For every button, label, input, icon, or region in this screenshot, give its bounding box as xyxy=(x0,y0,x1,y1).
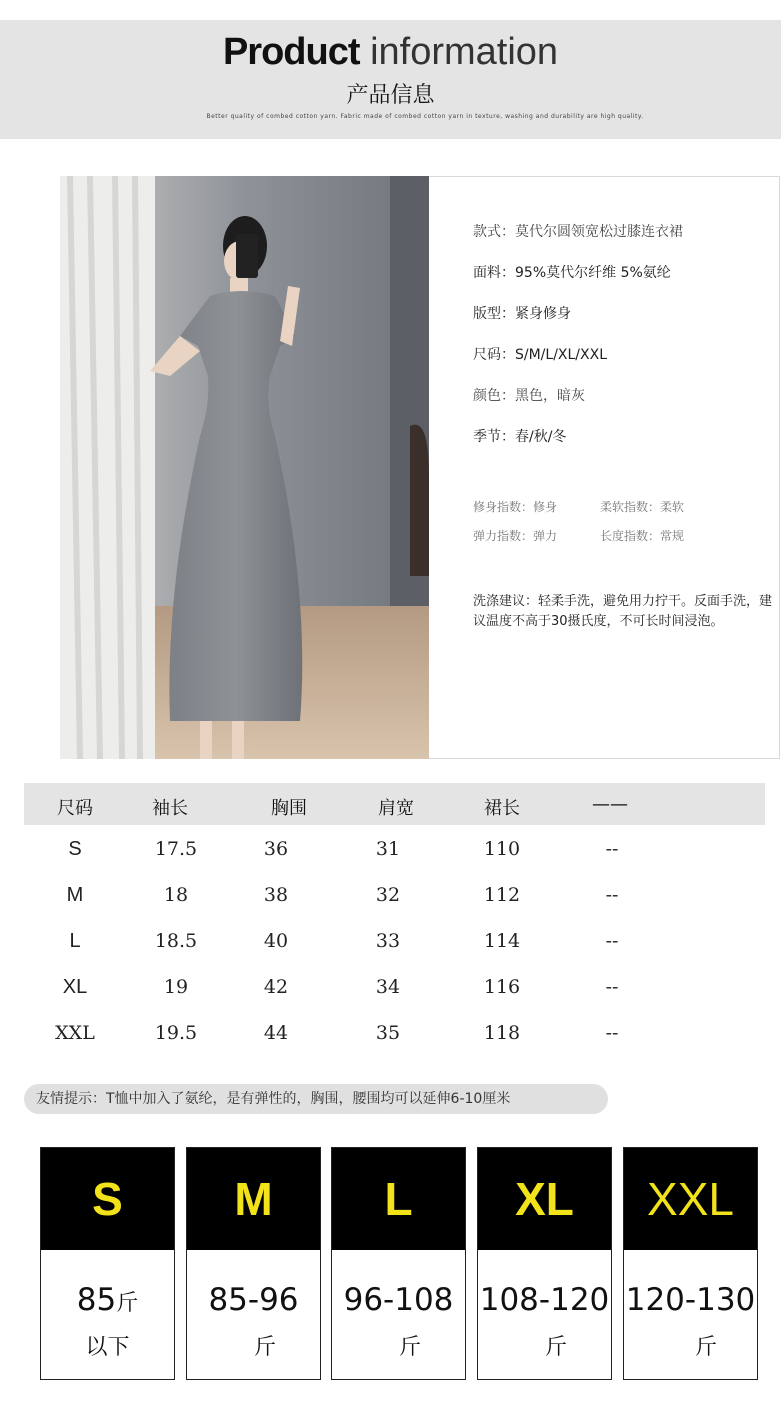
weight-card-size: L xyxy=(332,1148,465,1250)
cell-size: L xyxy=(69,930,81,952)
col-header-blank: —— xyxy=(592,794,628,815)
weight-card-unit: 以下 xyxy=(85,1335,130,1360)
weight-card-size: M xyxy=(187,1148,320,1250)
weight-range-value: 85-96 xyxy=(208,1282,299,1318)
cell-bust: 44 xyxy=(263,1022,289,1044)
weight-card-xxl xyxy=(623,1147,758,1380)
cell-shoulder: 35 xyxy=(375,1022,401,1044)
attr-fabric: 面料：95%莫代尔纤维 5%氨纶 xyxy=(473,265,671,281)
weight-card-xl xyxy=(477,1147,612,1380)
weight-range-value: 96-108 xyxy=(343,1282,454,1318)
cell-shoulder: 31 xyxy=(375,838,401,860)
cell-sleeve: 19.5 xyxy=(154,1022,198,1044)
cell-size: M xyxy=(66,884,84,906)
col-header-shoulder: 肩宽 xyxy=(378,798,414,819)
attr-colors: 颜色：黑色，暗灰 xyxy=(473,388,585,404)
weight-card-size: XXL xyxy=(624,1148,757,1250)
cell-bust: 38 xyxy=(263,884,289,906)
weight-card-unit: 斤 xyxy=(398,1335,421,1360)
cell-sleeve: 17.5 xyxy=(154,838,198,860)
index-soft: 柔软指数：柔软 xyxy=(600,500,685,514)
cell-bust: 36 xyxy=(263,838,289,860)
cell-length: 110 xyxy=(483,838,521,860)
index-row xyxy=(473,498,773,527)
product-photo xyxy=(60,176,429,759)
cell-sleeve: 18 xyxy=(163,884,189,906)
attr-style: 款式：莫代尔圆领宽松过膝连衣裙 xyxy=(473,224,683,240)
col-header-length: 裙长 xyxy=(484,798,520,819)
weight-card-unit: 斤 xyxy=(544,1335,567,1360)
index-length: 长度指数：常规 xyxy=(600,529,685,543)
index-row xyxy=(473,527,773,556)
weight-card-unit: 斤 xyxy=(694,1335,717,1360)
weight-range-value: 108-120 xyxy=(479,1282,610,1318)
cell-size: XL xyxy=(62,976,88,998)
title-bold: Product xyxy=(222,31,360,73)
cell-bust: 42 xyxy=(263,976,289,998)
cell-shoulder: 34 xyxy=(375,976,401,998)
index-slim: 修身指数：修身 xyxy=(473,500,558,514)
cell-length: 114 xyxy=(483,930,521,952)
weight-card-range xyxy=(187,1282,320,1318)
cell-shoulder: 33 xyxy=(375,930,401,952)
cell-shoulder: 32 xyxy=(375,884,401,906)
cell-blank: -- xyxy=(605,976,619,998)
attr-season: 季节：春/秋/冬 xyxy=(473,429,567,445)
tip-banner: 友情提示：T恤中加入了氨纶，是有弹性的，胸围，腰围均可以延伸6-10厘米 xyxy=(24,1084,608,1114)
cell-blank: -- xyxy=(605,838,619,860)
index-stretch: 弹力指数：弹力 xyxy=(473,529,558,543)
weight-card-size: XL xyxy=(478,1148,611,1250)
title-thin: information xyxy=(370,31,559,73)
model-photo-illustration xyxy=(60,176,429,759)
cell-bust: 40 xyxy=(263,930,289,952)
cell-sleeve: 18.5 xyxy=(154,930,198,952)
cell-size: XXL xyxy=(55,1022,95,1044)
weight-card-size: S xyxy=(41,1148,174,1250)
cell-blank: -- xyxy=(605,930,619,952)
weight-card-range xyxy=(624,1282,757,1318)
page-subtitle: 产品信息 xyxy=(346,83,435,108)
page-title xyxy=(0,30,781,74)
cell-blank: -- xyxy=(605,1022,619,1044)
wash-advice: 洗涤建议：轻柔手洗，避免用力拧干。反面手洗，建议温度不高于30摄氏度，不可长时间浸泡。 xyxy=(473,594,773,629)
weight-card-l xyxy=(331,1147,466,1380)
col-header-sleeve: 袖长 xyxy=(152,798,188,819)
attr-sizes: 尺码：S/M/L/XL/XXL xyxy=(473,347,608,363)
weight-card-m xyxy=(186,1147,321,1380)
index-grid xyxy=(473,498,773,556)
weight-card-s xyxy=(40,1147,175,1380)
col-header-size: 尺码 xyxy=(57,798,93,819)
cell-length: 116 xyxy=(483,976,521,998)
weight-range-value: 85 xyxy=(76,1282,117,1318)
attr-fit: 版型：紧身修身 xyxy=(473,306,571,322)
col-header-bust: 胸围 xyxy=(271,798,307,819)
weight-card-unit: 斤 xyxy=(253,1335,276,1360)
attribute-list xyxy=(473,222,773,468)
cell-blank: -- xyxy=(605,884,619,906)
weight-range-value: 120-130 xyxy=(625,1282,756,1318)
weight-card-range xyxy=(478,1282,611,1318)
cell-sleeve: 19 xyxy=(163,976,189,998)
cell-length: 118 xyxy=(483,1022,521,1044)
weight-card-range xyxy=(41,1282,174,1318)
cell-size: S xyxy=(68,838,82,860)
weight-card-range xyxy=(332,1282,465,1318)
weight-unit-inline: 斤 xyxy=(116,1291,139,1316)
tagline: Better quality of combed cotton yarn. Fabric made of combed cotton yarn in texture, washing and durability are high quality. xyxy=(206,113,644,120)
cell-length: 112 xyxy=(483,884,521,906)
